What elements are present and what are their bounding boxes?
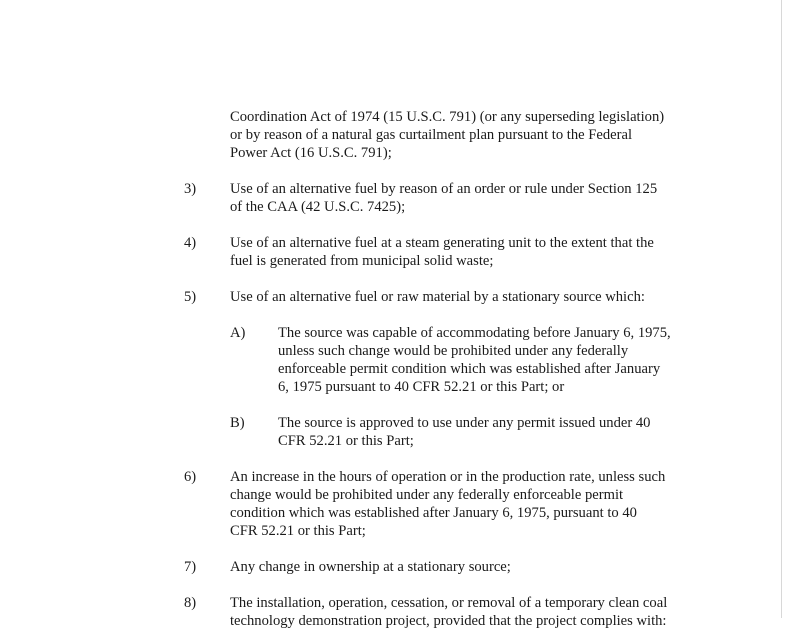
item-2-continued: [230, 108, 664, 162]
item-number-7: 7): [184, 559, 197, 575]
text-line: Coordination Act of 1974 (15 U.S.C. 791) (or any superseding legislation): [230, 109, 665, 125]
item-4-text: [230, 234, 654, 270]
text-line: 6, 1975 pursuant to 40 CFR 52.21 or this Part; or: [278, 379, 565, 395]
item-number-4: 4): [184, 235, 197, 251]
subitem-letter-b: B): [230, 415, 245, 431]
text-line: Any change in ownership at a stationary source;: [230, 559, 511, 575]
item-7-text: [230, 558, 511, 576]
text-line: condition which was established after January 6, 1975, pursuant to 40: [230, 505, 637, 521]
subitem-a-text: [278, 324, 671, 396]
item-6-text: [230, 468, 665, 540]
item-number-8: 8): [184, 595, 197, 611]
item-3-text: [230, 180, 657, 216]
item-8-text: [230, 594, 667, 612]
text-line: CFR 52.21 or this Part;: [230, 523, 366, 539]
text-line: unless such change would be prohibited under any federally: [278, 343, 629, 359]
cut-off-line: technology demonstration project, provided that the project complies with:: [230, 613, 667, 629]
text-line: The installation, operation, cessation, or removal of a temporary clean coal: [230, 595, 668, 611]
subitem-b-text: [278, 414, 650, 450]
subitem-letter-a: A): [230, 325, 246, 341]
item-number-3: 3): [184, 181, 197, 197]
text-line: Power Act (16 U.S.C. 791);: [230, 145, 392, 161]
text-line: Use of an alternative fuel or raw material by a stationary source which:: [230, 289, 645, 305]
text-line: or by reason of a natural gas curtailment plan pursuant to the Federal: [230, 127, 633, 143]
item-number-6: 6): [184, 469, 197, 485]
item-number-5: 5): [184, 289, 197, 305]
text-line: enforceable permit condition which was established after January: [278, 361, 661, 377]
text-line: The source was capable of accommodating before January 6, 1975,: [278, 325, 671, 341]
text-line: Use of an alternative fuel by reason of an order or rule under Section 125: [230, 181, 658, 197]
text-line: CFR 52.21 or this Part;: [278, 433, 414, 449]
text-line: of the CAA (42 U.S.C. 7425);: [230, 199, 406, 215]
text-line: Use of an alternative fuel at a steam generating unit to the extent that the: [230, 235, 654, 251]
text-line: The source is approved to use under any permit issued under 40: [278, 415, 651, 431]
text-line: An increase in the hours of operation or in the production rate, unless such: [230, 469, 666, 485]
item-5-text: [230, 288, 645, 306]
text-line: fuel is generated from municipal solid waste;: [230, 253, 494, 269]
page-edge-rule: [781, 0, 782, 618]
text-line: change would be prohibited under any federally enforceable permit: [230, 487, 624, 503]
